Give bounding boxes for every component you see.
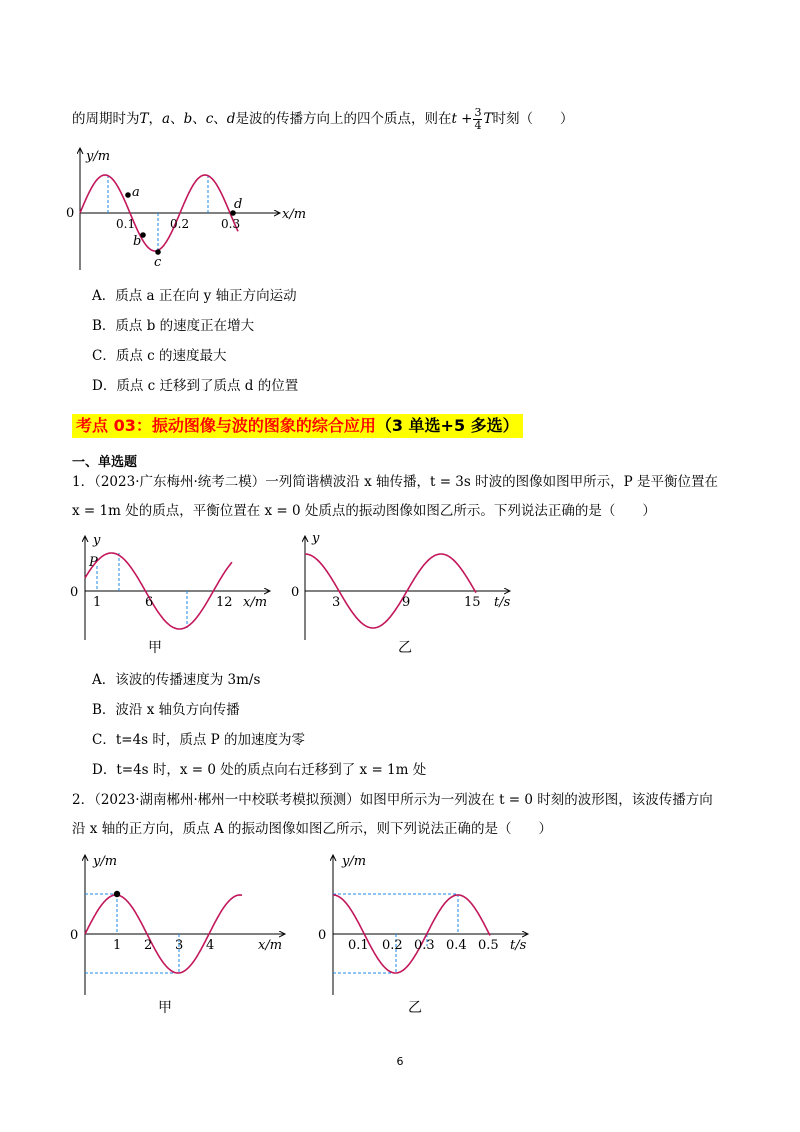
option-text: 质点 b 的速度正在增大 bbox=[115, 318, 255, 334]
x-tick-label: 0.3 bbox=[221, 217, 241, 231]
question-stem-top bbox=[72, 107, 574, 132]
point-d-label: d bbox=[226, 111, 236, 127]
period-symbol: T bbox=[139, 111, 149, 127]
x-axis-label: t/s bbox=[494, 595, 511, 610]
y-axis-label: y/m bbox=[342, 854, 367, 869]
point-b-label: b bbox=[133, 234, 142, 249]
wave-graph-top bbox=[60, 140, 307, 275]
x-tick-label: 0.4 bbox=[446, 938, 467, 953]
time-expression: t + bbox=[451, 111, 473, 127]
stem-sep: ， bbox=[148, 111, 163, 127]
origin-label: 0 bbox=[70, 928, 79, 943]
stem-text: 是波的传播方向上的四个质点，则在 bbox=[235, 111, 452, 127]
y-axis-label: y/m bbox=[86, 149, 111, 164]
x-tick-label: 15 bbox=[464, 595, 481, 610]
x-tick-label: 0.1 bbox=[116, 217, 136, 231]
stem-sep: 、 bbox=[192, 111, 206, 127]
option-c[interactable] bbox=[92, 347, 227, 365]
stem-text: 时刻（ ） bbox=[492, 111, 574, 127]
x-tick-label: 9 bbox=[402, 595, 411, 610]
section-title: 考点 03：振动图像与波的图象的综合应用 bbox=[76, 416, 376, 435]
option-letter: C． bbox=[92, 732, 116, 748]
x-tick-label: 6 bbox=[145, 595, 154, 610]
q1-option-c[interactable] bbox=[92, 731, 305, 749]
subheading: 一、单选题 bbox=[72, 455, 138, 470]
q1-figure-b bbox=[290, 528, 520, 643]
option-letter: B． bbox=[92, 318, 116, 334]
q1-stem-line1: 1．（2023·广东梅州·统考二模）一列简谐横波沿 x 轴传播，t = 3s 时波的图像如图甲所示，P 是平衡位置在 bbox=[72, 474, 718, 490]
option-letter: B． bbox=[92, 702, 116, 718]
x-tick-label: 1 bbox=[93, 595, 102, 610]
option-letter: D． bbox=[92, 762, 117, 778]
origin-label: 0 bbox=[291, 585, 300, 600]
point-p-label: P bbox=[89, 555, 98, 570]
x-axis-label: t/s bbox=[510, 938, 527, 953]
y-axis-label: y bbox=[93, 533, 101, 548]
figure-caption: 甲 bbox=[158, 1000, 172, 1016]
y-axis-label: y bbox=[312, 531, 320, 546]
option-letter: A． bbox=[92, 288, 116, 304]
option-text: t=4s 时，质点 P 的加速度为零 bbox=[115, 732, 306, 748]
point-b-label: b bbox=[183, 111, 193, 127]
fraction bbox=[473, 107, 482, 132]
option-text: 质点 c 的速度最大 bbox=[115, 348, 227, 364]
q2-stem-line1: 2．（2023·湖南郴州·郴州一中校联考模拟预测）如图甲所示为一列波在 t = 0 时刻的波形图，该波传播方向 bbox=[72, 792, 713, 808]
origin-label: 0 bbox=[318, 928, 327, 943]
option-d[interactable] bbox=[92, 377, 298, 395]
option-text: 该波的传播速度为 3m/s bbox=[115, 672, 261, 688]
option-text: 质点 c 迁移到了质点 d 的位置 bbox=[116, 378, 299, 394]
stem-text: 的周期时为 bbox=[72, 111, 140, 127]
figure-caption: 乙 bbox=[408, 1000, 422, 1016]
point-a-label: a bbox=[162, 111, 171, 127]
origin-label: 0 bbox=[66, 206, 75, 221]
x-tick-label: 4 bbox=[206, 938, 215, 953]
x-tick-label: 12 bbox=[216, 595, 233, 610]
option-letter: A． bbox=[92, 672, 116, 688]
q2-figure-b bbox=[310, 850, 540, 1000]
q1-stem-line2: x = 1m 处的质点，平衡位置在 x = 0 处质点的振动图像如图乙所示。下列说法正确的是（ ） bbox=[72, 503, 656, 519]
page-number: 6 bbox=[396, 1055, 404, 1068]
x-tick-label: 0.3 bbox=[414, 938, 435, 953]
q2-stem-line2: 沿 x 轴的正方向，质点 A 的振动图像如图乙所示，则下列说法正确的是（ ） bbox=[72, 821, 553, 837]
point-a bbox=[125, 192, 131, 198]
point-a-label: a bbox=[132, 185, 140, 200]
figure-caption: 甲 bbox=[148, 640, 162, 656]
x-tick-label: 0.5 bbox=[478, 938, 499, 953]
origin-label: 0 bbox=[70, 585, 79, 600]
point-a bbox=[114, 891, 120, 897]
option-letter: D． bbox=[92, 378, 117, 394]
x-axis-label: x/m bbox=[282, 207, 307, 222]
x-axis-label: x/m bbox=[243, 595, 268, 610]
fraction-denominator: 4 bbox=[474, 119, 482, 132]
option-text: 波沿 x 轴负方向传播 bbox=[115, 702, 240, 718]
point-c-label: c bbox=[205, 111, 214, 127]
figure-caption: 乙 bbox=[398, 640, 412, 656]
option-text: t=4s 时，x = 0 处的质点向右迁移到了 x = 1m 处 bbox=[116, 762, 427, 778]
fraction-numerator: 3 bbox=[474, 106, 482, 119]
x-axis-label: x/m bbox=[258, 938, 283, 953]
point-d-label: d bbox=[234, 197, 243, 212]
option-text: 质点 a 正在向 y 轴正方向运动 bbox=[115, 288, 297, 304]
period-symbol: T bbox=[483, 111, 493, 127]
x-tick-label: 2 bbox=[144, 938, 153, 953]
q1-figure-a bbox=[60, 528, 280, 643]
y-axis-label: y/m bbox=[93, 854, 118, 869]
q1-option-a[interactable] bbox=[92, 671, 260, 689]
x-tick-label: 0.1 bbox=[348, 938, 369, 953]
option-a[interactable] bbox=[92, 287, 297, 305]
x-tick-label: 0.2 bbox=[382, 938, 403, 953]
q2-figure-a bbox=[60, 850, 300, 1000]
stem-sep: 、 bbox=[170, 111, 184, 127]
stem-sep: 、 bbox=[213, 111, 227, 127]
x-tick-label: 3 bbox=[332, 595, 341, 610]
point-c bbox=[155, 249, 161, 255]
section-tail: （3 单选+5 多选） bbox=[375, 416, 519, 435]
option-b[interactable] bbox=[92, 317, 254, 335]
x-tick-label: 3 bbox=[175, 938, 184, 953]
section-heading bbox=[72, 414, 523, 438]
x-tick-label: 1 bbox=[113, 938, 122, 953]
point-c-label: c bbox=[154, 255, 162, 270]
q1-option-b[interactable] bbox=[92, 701, 240, 719]
q1-option-d[interactable] bbox=[92, 761, 426, 779]
x-tick-label: 0.2 bbox=[170, 217, 190, 231]
option-letter: C． bbox=[92, 348, 116, 364]
